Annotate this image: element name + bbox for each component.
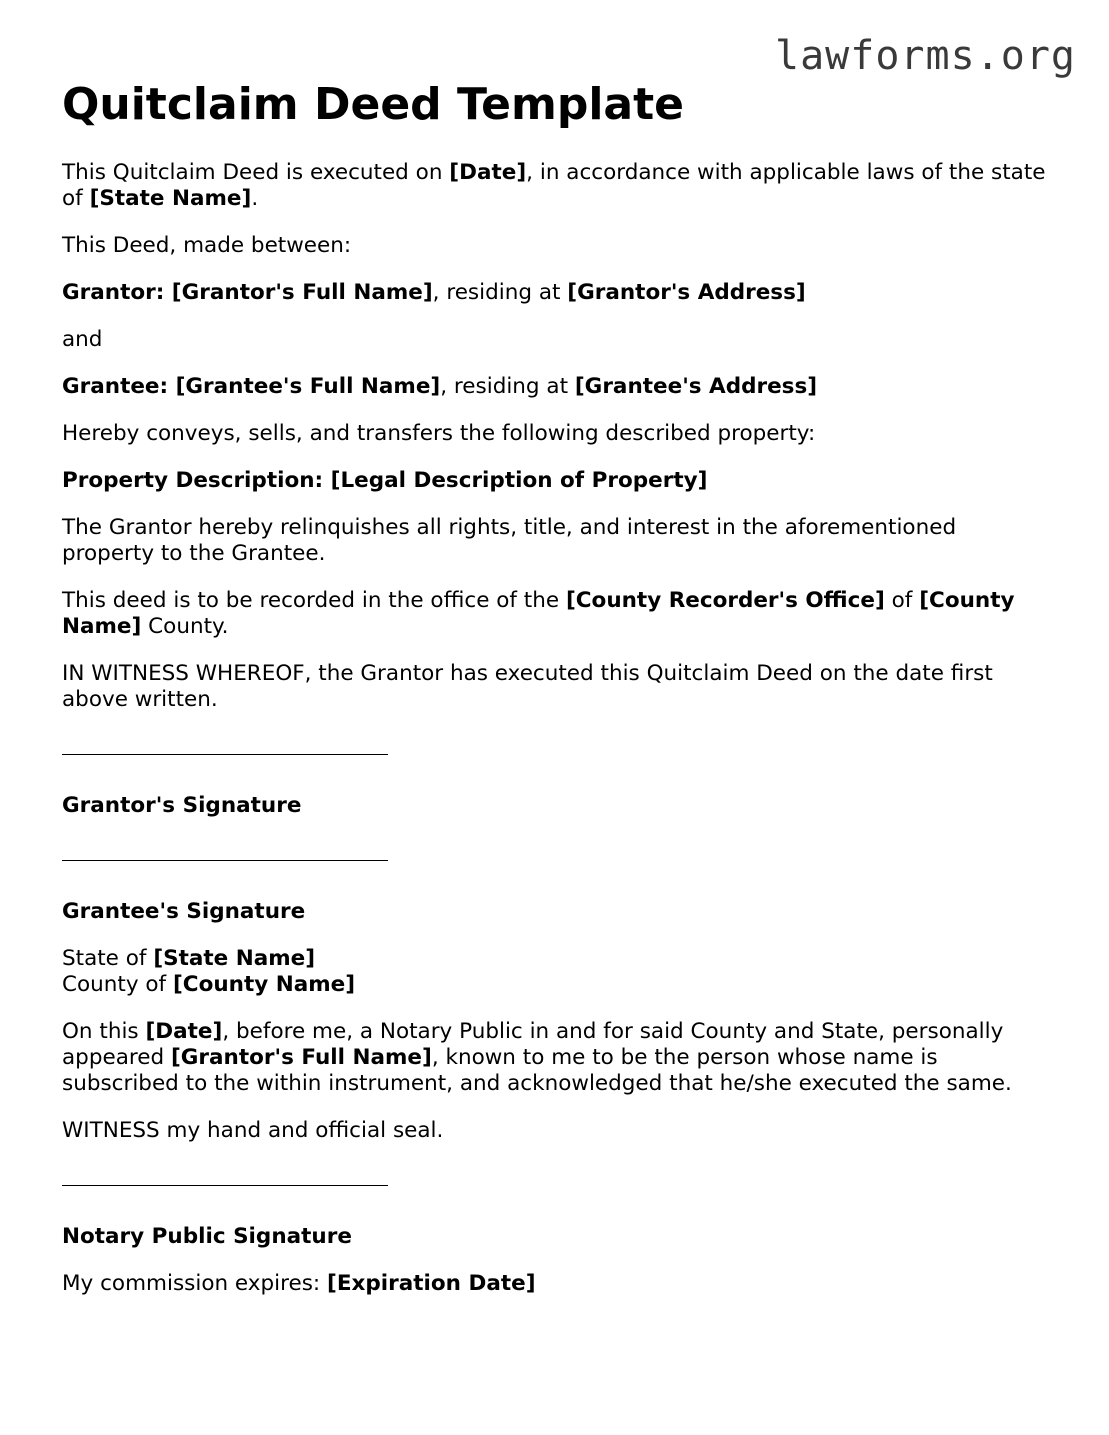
property-description-field: Property Description: [Legal Description of Property] [62, 468, 708, 493]
acknowledgment-paragraph [62, 1019, 1047, 1097]
venue-county-field: [County Name] [172, 972, 356, 997]
ack-name-field: [Grantor's Full Name] [170, 1045, 432, 1070]
intro-state-field: [State Name] [89, 186, 252, 211]
commission-line [62, 1271, 1047, 1297]
intro-text-1: This Quitclaim Deed is executed on [62, 160, 450, 185]
commission-label: My commission expires: [62, 1271, 328, 1296]
intro-text-3: . [251, 186, 259, 211]
ack-text-2: , before me, a Notary Public in and for said County and State, personally appeared [62, 1019, 1004, 1070]
made-between-text: This Deed, made between: [62, 233, 352, 258]
intro-paragraph [62, 160, 1047, 212]
intro-date-field: [Date] [449, 160, 527, 185]
grantee-signature-text: Grantee's Signature [62, 899, 306, 924]
and-text: and [62, 327, 103, 352]
conveys-text: Hereby conveys, sells, and transfers the following described property: [62, 421, 816, 446]
watermark-logo: lawforms.org [775, 33, 1076, 79]
property-description [62, 468, 1047, 494]
recording-county-field: [County Name] [62, 588, 1015, 639]
venue-state-label: State of [62, 946, 154, 971]
document-body [62, 80, 1047, 1318]
witness-whereof-text: IN WITNESS WHEREOF, the Grantor has executed this Quitclaim Deed on the date first above written. [62, 661, 993, 712]
recording-text-1: This deed is to be recorded in the office of the [62, 588, 566, 613]
grantor-signature-line [62, 754, 388, 755]
venue-state-field: [State Name] [153, 946, 316, 971]
ack-text-3: , known to me to be the person whose name is subscribed to the within instrument, and acknowledged that he/she executed the same. [62, 1045, 1012, 1096]
grantee-residing-text: , residing at [440, 374, 575, 399]
grantee-name-field: Grantee: [Grantee's Full Name] [62, 374, 441, 399]
recorder-office-field: [County Recorder's Office] [565, 588, 885, 613]
grantor-residing-text: , residing at [432, 280, 568, 305]
relinquish-text: The Grantor hereby relinquishes all rights, title, and interest in the aforementioned property to the Grantee. [62, 515, 957, 566]
grantee-address-field: [Grantee's Address] [574, 374, 818, 399]
page-title: Quitclaim Deed Template [62, 79, 684, 130]
grantor-line [62, 280, 1047, 306]
grantee-signature-line [62, 860, 388, 861]
intro-text-2: , in accordance with applicable laws of the state of [62, 160, 1046, 211]
commission-date-field: [Expiration Date] [327, 1271, 536, 1296]
witness-hand-text: WITNESS my hand and official seal. [62, 1118, 444, 1143]
recording-text-3: County. [141, 614, 229, 639]
venue-county-label: County of [62, 972, 173, 997]
recording-text-2: of [884, 588, 920, 613]
recording-paragraph [62, 588, 1047, 640]
grantee-line [62, 374, 1047, 400]
notary-venue [62, 946, 1047, 998]
notary-signature-line [62, 1185, 388, 1186]
grantor-address-field: [Grantor's Address] [567, 280, 806, 305]
grantor-signature-text: Grantor's Signature [62, 793, 302, 818]
grantor-signature-label [62, 793, 1047, 819]
ack-text-1: On this [62, 1019, 146, 1044]
grantee-signature-label [62, 899, 1047, 925]
grantor-name-field: Grantor: [Grantor's Full Name] [62, 280, 433, 305]
notary-signature-label [62, 1224, 1047, 1250]
ack-date-field: [Date] [145, 1019, 223, 1044]
notary-signature-text: Notary Public Signature [62, 1224, 352, 1249]
